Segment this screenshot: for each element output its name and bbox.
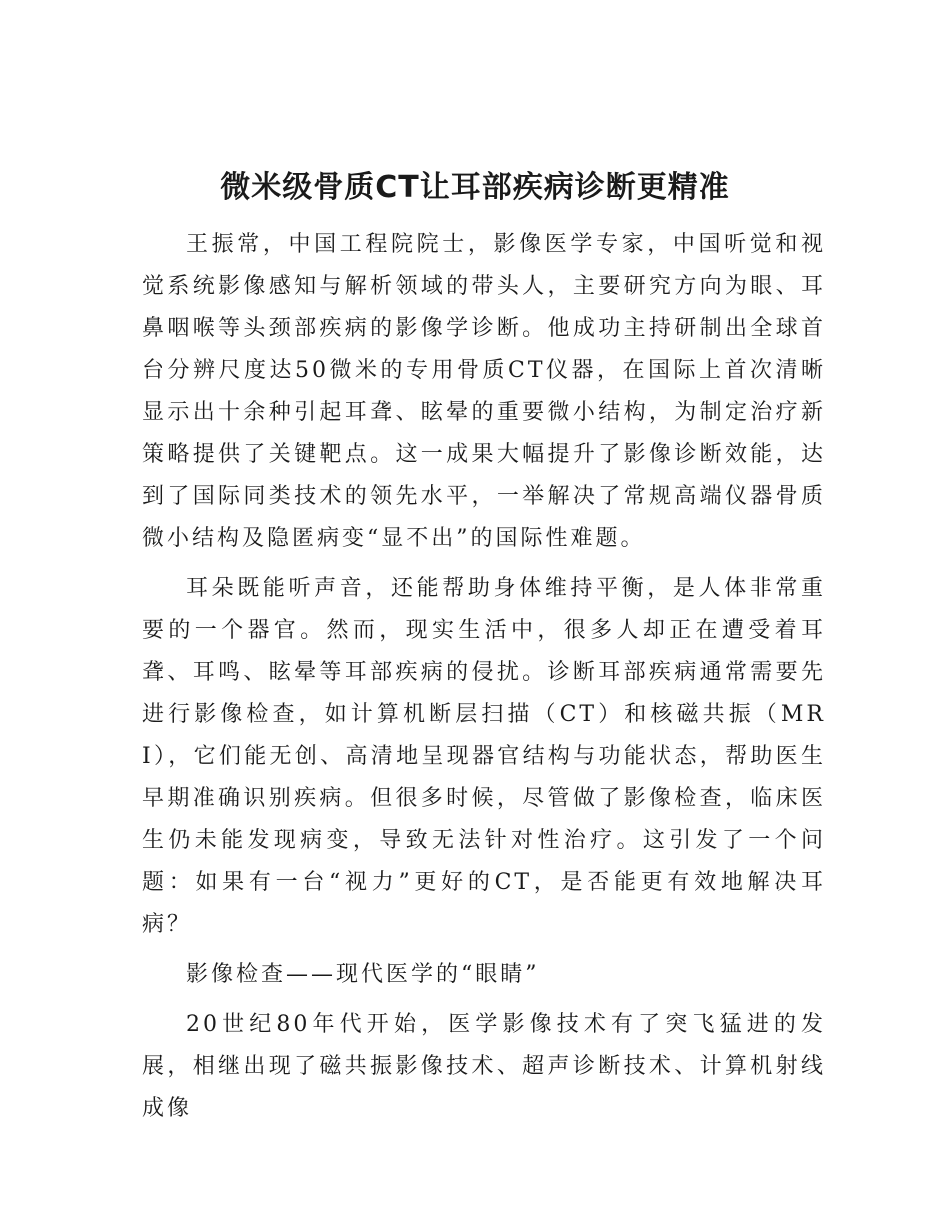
paragraph-intro: 王振常，中国工程院院士，影像医学专家，中国听觉和视觉系统影像感知与解析领域的带头人，主要研究方向为眼、耳鼻咽喉等头颈部疾病的影像学诊断。他成功主持研制出全球首台分辨尺度达50微米的专用骨质CT仪器，在国际上首次清晰显示出十余种引起耳聋、眩晕的重要微小结构，为制定治疗新策略提供了关键靶点。这一成果大幅提升了影像诊断效能，达到了国际同类技术的领先水平，一举解决了常规高端仪器骨质微小结构及隐匿病变“显不出”的国际性难题。 [142, 232, 826, 551]
paragraph-ear-diseases: 耳朵既能听声音，还能帮助身体维持平衡，是人体非常重要的一个器官。然而，现实生活中，很多人却正在遭受着耳聋、耳鸣、眩晕等耳部疾病的侵扰。诊断耳部疾病通常需要先进行影像检查，如计算机断层扫描（CT）和核磁共振（MRI），它们能无创、高清地呈现器官结构与功能状态，帮助医生早期准确识别疾病。但很多时候，尽管做了影像检查，临床医生仍未能发现病变，导致无法针对性治疗。这引发了一个问题：如果有一台“视力”更好的CT，是否能更有效地解决耳病？ [142, 576, 826, 937]
paragraph-imaging-history: 20世纪80年代开始，医学影像技术有了突飞猛进的发展，相继出现了磁共振影像技术、超声诊断技术、计算机射线成像 [142, 1012, 826, 1121]
document-title: 微米级骨质CT让耳部疾病诊断更精准 [220, 170, 730, 205]
article-body [142, 224, 826, 1130]
section-heading: 影像检查——现代医学的“眼睛” [186, 962, 540, 987]
